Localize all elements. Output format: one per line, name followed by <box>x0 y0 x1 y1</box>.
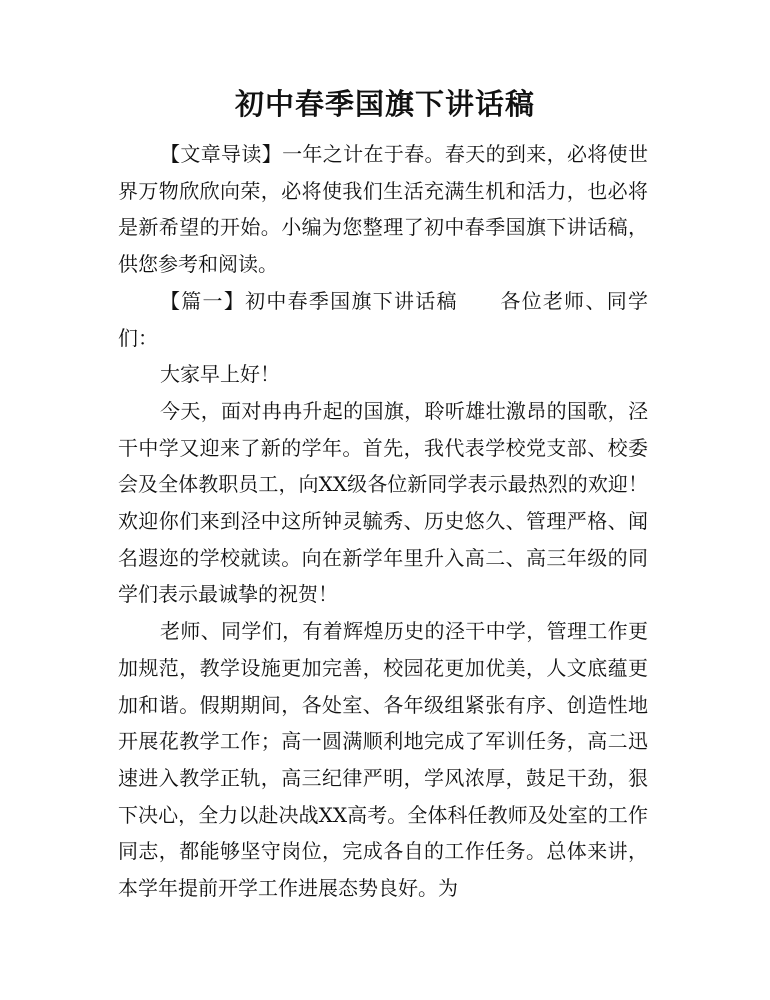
document-body <box>118 136 648 907</box>
document-title: 初中春季国旗下讲话稿 <box>234 87 535 121</box>
intro-paragraph: 【文章导读】一年之计在于春。春天的到来，必将使世界万物欣欣向荣，必将使我们生活充满生机和活力，也必将是新希望的开始。小编为您整理了初中春季国旗下讲话稿，供您参考和阅读。 <box>118 142 648 277</box>
greeting-paragraph: 大家早上好！ <box>160 362 280 387</box>
body-paragraph: 老师、同学们，有着辉煌历史的泾干中学，管理工作更加规范，教学设施更加完善，校园花更加优美，人文底蕴更加和谐。假期期间，各处室、各年级组紧张有序、创造性地开展花教学工作；高一圆满顺利地完成了军训任务，高二迅速进入教学正轨，高三纪律严明，学风浓厚，鼓足干劲，狠下决心，全力以赴决战XX高考。全体科任教师及处室的工作同志，都能够坚守岗位，完成各自的工作任务。总体来讲，本学年提前开学工作进展态势良好。为 <box>118 619 648 901</box>
section-heading-paragraph: 【篇一】初中春季国旗下讲话稿 各位老师、同学们： <box>118 288 648 350</box>
body-paragraph: 今天，面对冉冉升起的国旗，聆听雄壮激昂的国歌，泾干中学又迎来了新的学年。首先，我代表学校党支部、校委会及全体教职员工，向XX级各位新同学表示最热烈的欢迎！欢迎你们来到泾中这所钟灵毓秀、历史悠久、管理严格、闻名遐迩的学校就读。向在新学年里升入高二、高三年级的同学们表示最诚挚的祝贺！ <box>118 398 648 607</box>
